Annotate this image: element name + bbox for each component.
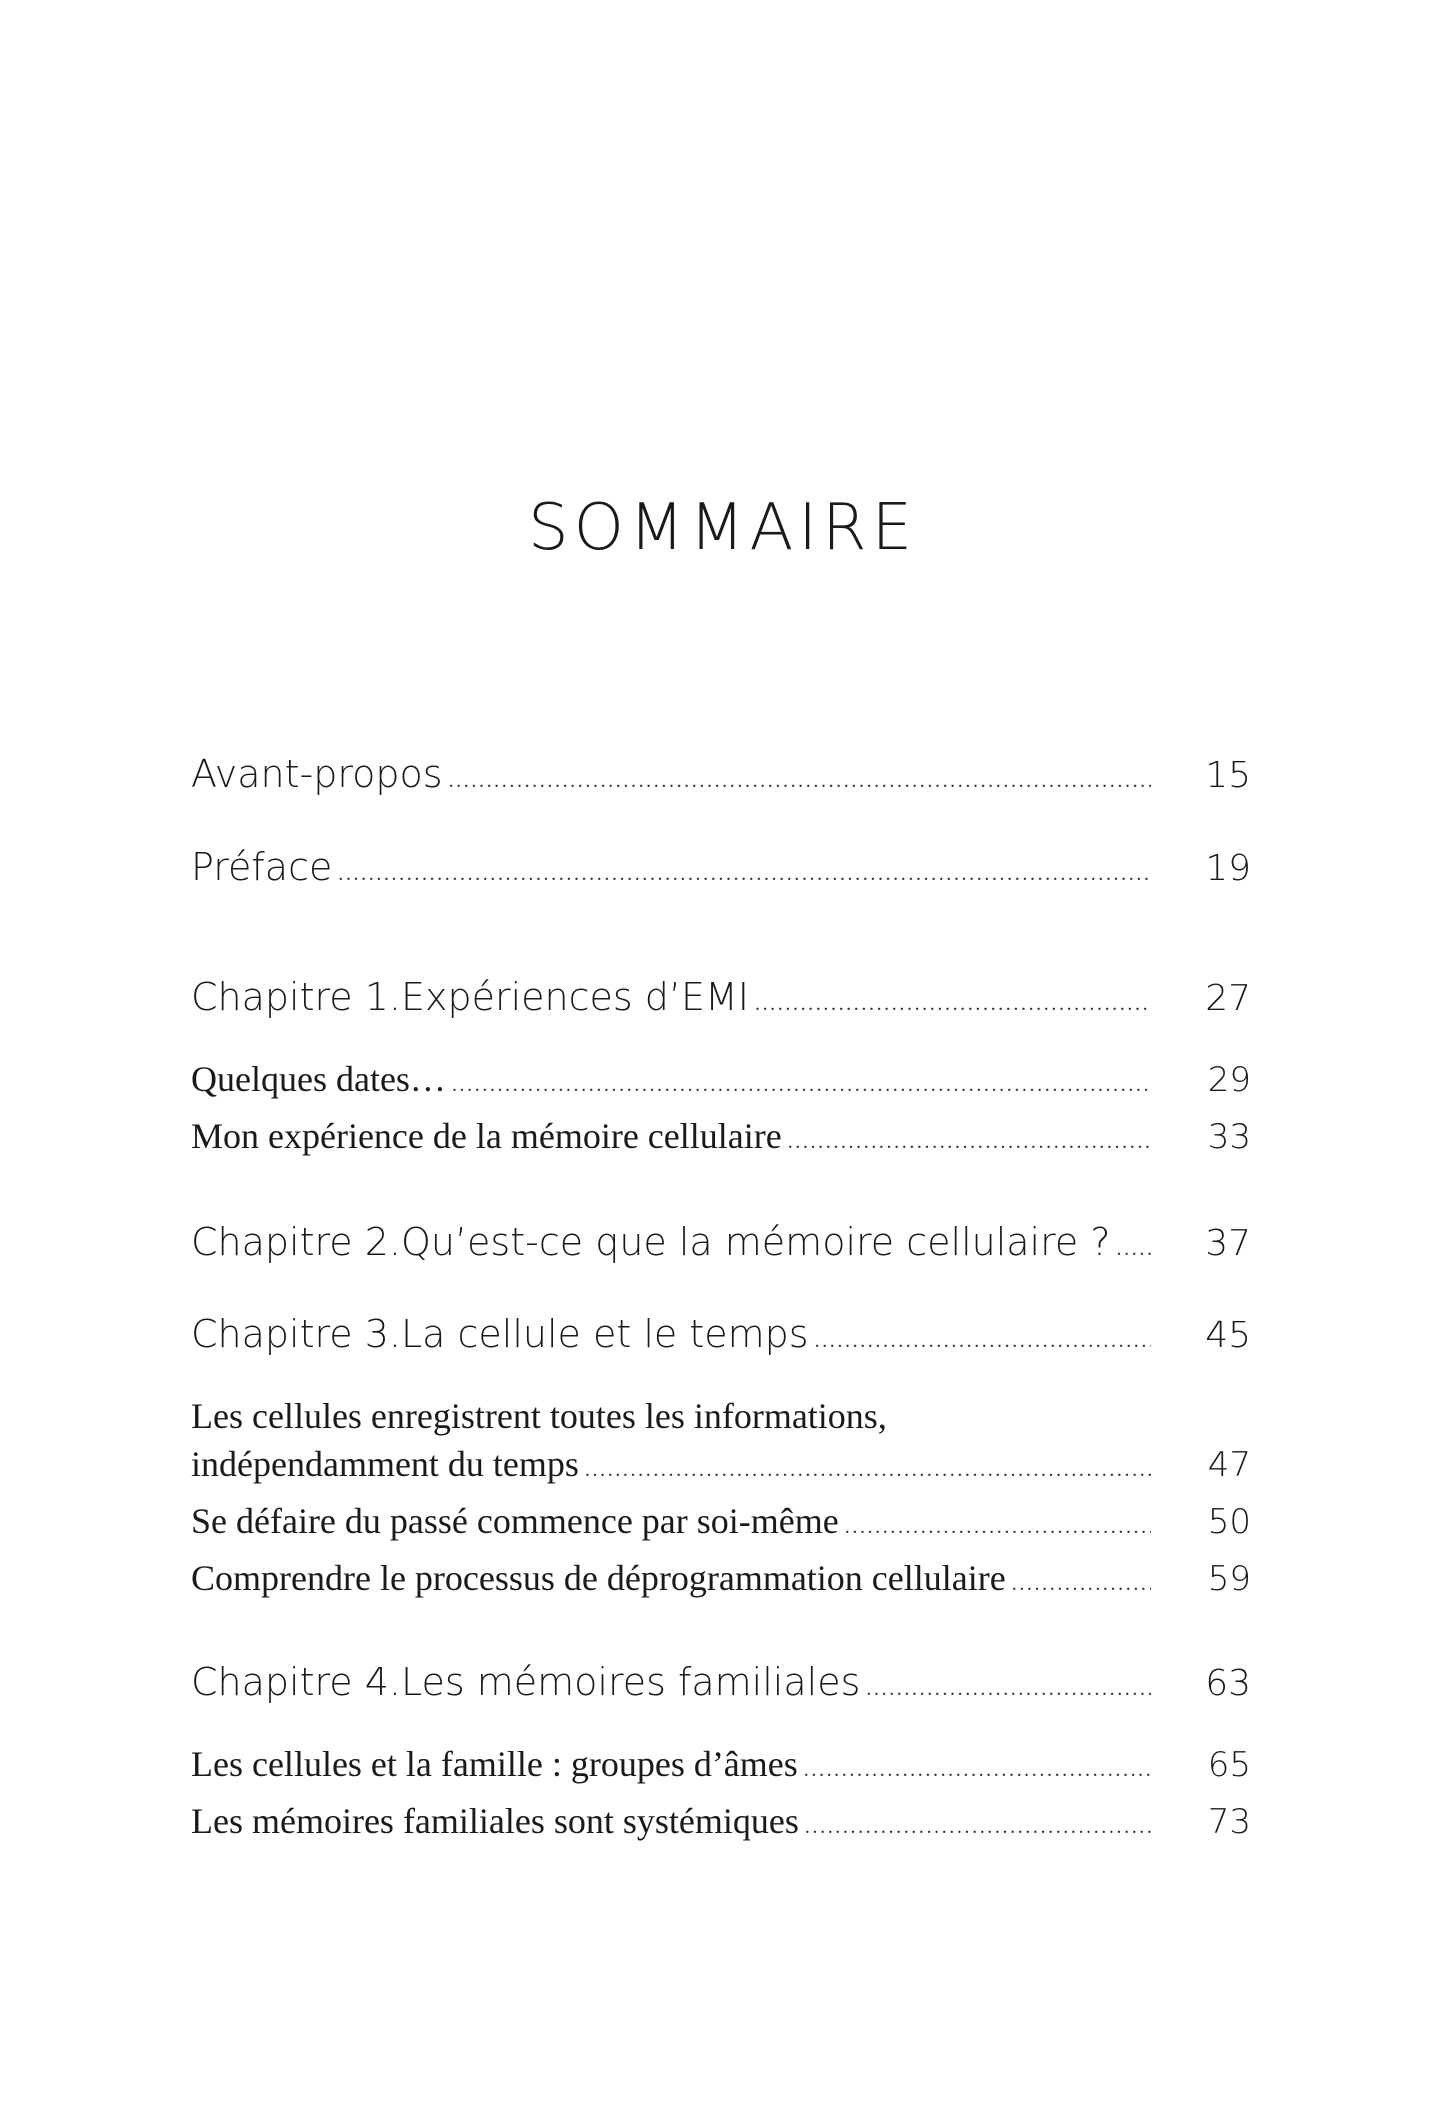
dot-leader	[866, 1678, 1151, 1701]
dot-leader	[452, 1074, 1151, 1097]
toc-entry-section[interactable]	[191, 1115, 1251, 1157]
toc-page-number: 50	[1207, 1502, 1251, 1542]
toc-page-number: 19	[1205, 848, 1251, 889]
toc-page-number: 59	[1207, 1559, 1251, 1599]
chapter-label: Chapitre 2.	[191, 1220, 401, 1264]
chapter-label: Chapitre 1.	[191, 975, 401, 1019]
toc-entry-title-line1: Les cellules enregistrent toutes les informations,	[191, 1396, 887, 1436]
dot-leader	[845, 1516, 1151, 1539]
toc-page-number: 37	[1205, 1223, 1251, 1264]
toc-entry-title: Avant-propos	[191, 752, 443, 796]
toc-page-number: 29	[1207, 1060, 1251, 1100]
toc-entry-title: Quelques dates…	[191, 1059, 446, 1099]
toc-page-number: 73	[1207, 1802, 1251, 1842]
page-title: SOMMAIRE	[528, 491, 917, 565]
toc-entry-title: Les cellules et la famille : groupes d’âmes	[191, 1744, 798, 1784]
toc-entry-avant-propos[interactable]	[191, 752, 1251, 796]
toc-entry-title: Qu’est-ce que la mémoire cellulaire ?	[400, 1220, 1111, 1264]
toc-entry-title: indépendamment du temps	[191, 1444, 579, 1484]
toc-entry-chapter-4[interactable]	[191, 1660, 1251, 1704]
toc-entry-chapter-3[interactable]	[191, 1312, 1251, 1356]
toc-entry-section[interactable]	[191, 1443, 1251, 1485]
dot-leader	[1012, 1573, 1151, 1596]
toc-entry-chapter-1[interactable]	[191, 975, 1251, 1019]
toc-page-number: 27	[1205, 978, 1251, 1019]
toc-page-number: 45	[1205, 1315, 1251, 1356]
dot-leader	[449, 770, 1151, 793]
dot-leader	[338, 863, 1151, 886]
toc-entry-title: Préface	[191, 845, 333, 889]
toc-page-number: 47	[1207, 1445, 1251, 1485]
toc-entry-title: La cellule et le temps	[400, 1312, 809, 1356]
toc-entry-section[interactable]	[191, 1058, 1251, 1100]
dot-leader	[815, 1330, 1151, 1353]
toc-page-number: 15	[1205, 755, 1251, 796]
toc-entry-section[interactable]	[191, 1743, 1251, 1785]
dot-leader	[804, 1759, 1151, 1782]
toc-entry-title: Comprendre le processus de déprogrammation cellulaire	[191, 1558, 1006, 1598]
toc-entry-title: Les mémoires familiales sont systémiques	[191, 1801, 799, 1841]
chapter-label: Chapitre 4.	[191, 1660, 401, 1704]
dot-leader	[585, 1459, 1151, 1482]
toc-page-number: 33	[1207, 1117, 1251, 1157]
toc-entry-title: Les mémoires familiales	[400, 1660, 861, 1704]
toc-entry-section[interactable]	[191, 1800, 1251, 1842]
toc-entry-preface[interactable]	[191, 845, 1251, 889]
toc-page-number: 63	[1205, 1663, 1251, 1704]
dot-leader	[1117, 1238, 1151, 1261]
toc-entry-title: Expériences d’EMI	[400, 975, 749, 1019]
toc-entry-section[interactable]	[191, 1500, 1251, 1542]
toc-entry-title: Se défaire du passé commence par soi-même	[191, 1501, 839, 1541]
toc-entry-title: Mon expérience de la mémoire cellulaire	[191, 1116, 782, 1156]
toc-entry-section[interactable]	[191, 1557, 1251, 1599]
chapter-label: Chapitre 3.	[191, 1312, 401, 1356]
dot-leader	[788, 1131, 1151, 1154]
toc-page-number: 65	[1207, 1745, 1251, 1785]
dot-leader	[805, 1816, 1151, 1839]
toc-entry-chapter-2[interactable]	[191, 1220, 1251, 1264]
dot-leader	[755, 993, 1151, 1016]
